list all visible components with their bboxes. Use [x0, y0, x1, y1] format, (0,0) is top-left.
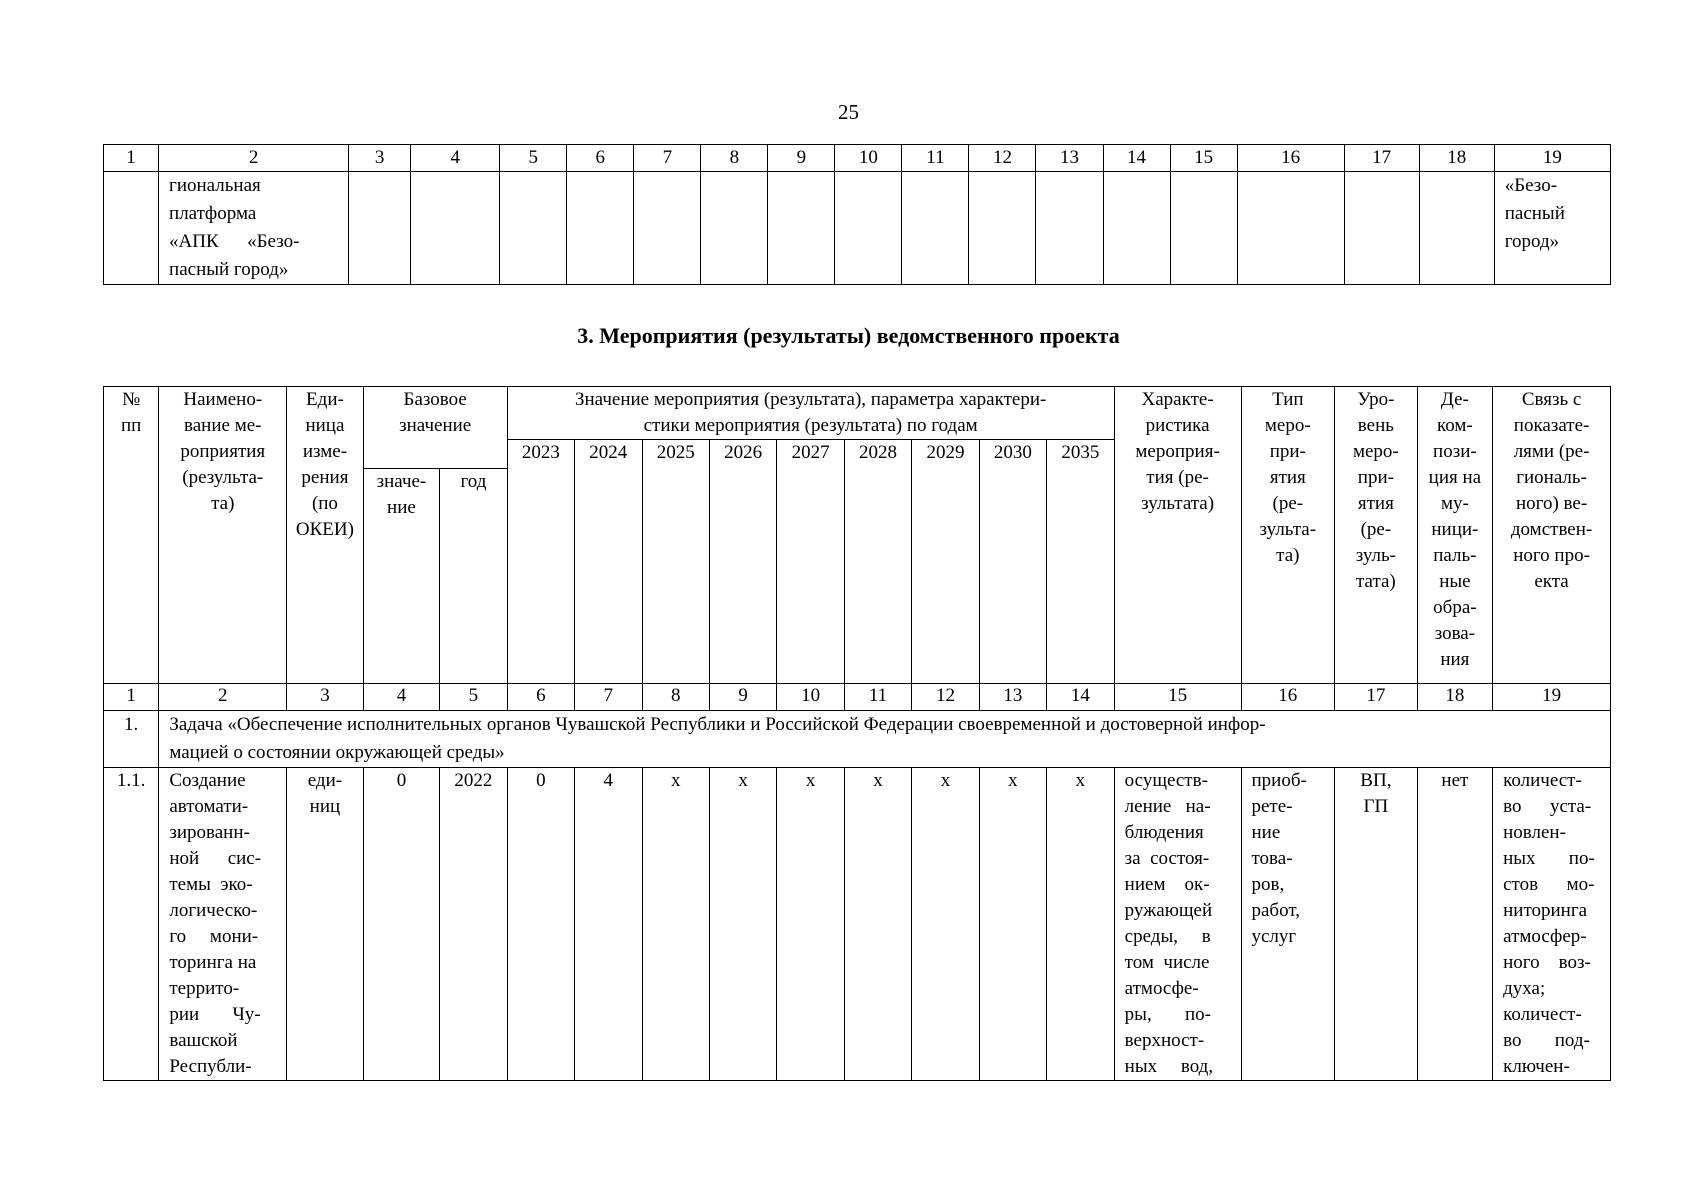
- section-title: 3. Мероприятия (результаты) ведомственного проекта: [577, 323, 1120, 348]
- header-type: Тип меро- при- ятия (ре- зульта- та): [1241, 387, 1335, 684]
- header-decomposition: Де- ком- пози- ция на му- ници- паль- ные обра- зова- ния: [1417, 387, 1492, 684]
- col-num: 6: [507, 684, 574, 711]
- year-header: 2029: [912, 440, 979, 684]
- header-num: № пп: [104, 387, 159, 684]
- row-num: 1.1.: [104, 768, 159, 1081]
- col-num: 14: [1103, 145, 1170, 172]
- col-num: 7: [634, 145, 701, 172]
- header-row: [104, 387, 1611, 440]
- year-value: 4: [575, 768, 642, 1081]
- col-num: 17: [1344, 145, 1419, 172]
- col-num: 4: [363, 684, 440, 711]
- measure-type: приоб- рете- ние това- ров, работ, услуг: [1241, 768, 1335, 1081]
- col-num: 12: [912, 684, 979, 711]
- col-num: 9: [768, 145, 835, 172]
- year-value: x: [844, 768, 911, 1081]
- col-num: 6: [567, 145, 634, 172]
- continuation-table: [103, 144, 1611, 285]
- col-num: 8: [701, 145, 768, 172]
- column-number-row: [104, 145, 1611, 172]
- column-number-row: [104, 684, 1611, 711]
- col-num: 10: [777, 684, 844, 711]
- col-num: 17: [1335, 684, 1418, 711]
- measure-link: количест- во уста- новлен- ных по- стов мо- ниторинга атмосфер- ного воз- духа; количест- во под- ключен-: [1493, 768, 1611, 1081]
- header-characteristic: Характе- ристика мероприя- тия (ре- зультата): [1114, 387, 1241, 684]
- header-values-group: Значение мероприятия (результата), параметра характери- стики мероприятия (результата) по годам: [507, 387, 1114, 440]
- col-num: 7: [575, 684, 642, 711]
- header-base-year: год: [440, 469, 507, 684]
- measure-name: Создание автомати- зированн- ной сис- темы эко- логическо- го мони- торинга на террито- рии Чу- вашской Республи-: [159, 768, 287, 1081]
- continuation-name-cell: гиональная платформа «АПК «Безо- пасный город»: [159, 172, 349, 285]
- measure-characteristic: осуществ- ление на- блюдения за состоя- нием ок- ружающей среды, в том числе атмосфе- ры, по- верхност- ных вод,: [1114, 768, 1241, 1081]
- year-value: x: [642, 768, 709, 1081]
- col-num: 5: [440, 684, 507, 711]
- col-num: 14: [1047, 684, 1115, 711]
- year-header: 2023: [507, 440, 574, 684]
- task-row: [104, 711, 1611, 768]
- table-row: [104, 768, 1611, 1081]
- page-number: 25: [838, 100, 859, 124]
- year-value: x: [979, 768, 1046, 1081]
- year-value: x: [912, 768, 979, 1081]
- col-num: 13: [979, 684, 1046, 711]
- col-num: 3: [349, 145, 411, 172]
- header-name: Наимено- вание ме- роприятия (результа- та): [159, 387, 287, 684]
- task-num: 1.: [104, 711, 159, 768]
- col-num: 10: [835, 145, 902, 172]
- year-header: 2028: [844, 440, 911, 684]
- measures-table: [103, 386, 1611, 1081]
- col-num: 3: [287, 684, 364, 711]
- col-num: 19: [1493, 684, 1611, 711]
- year-header: 2035: [1047, 440, 1115, 684]
- measure-unit: еди- ниц: [287, 768, 364, 1081]
- col-num: 5: [500, 145, 567, 172]
- base-value: 0: [363, 768, 440, 1081]
- header-base: Базовое значение: [363, 387, 507, 469]
- year-value: x: [1047, 768, 1115, 1081]
- year-header: 2026: [709, 440, 776, 684]
- col-num: 19: [1494, 145, 1610, 172]
- year-header: 2024: [575, 440, 642, 684]
- header-link: Связь с показате- лями (ре- гиональ- ного) ве- домствен- ного про- екта: [1493, 387, 1611, 684]
- year-value: x: [709, 768, 776, 1081]
- col-num: 16: [1237, 145, 1344, 172]
- col-num: 12: [969, 145, 1036, 172]
- col-num: 1: [104, 145, 159, 172]
- base-year: 2022: [440, 768, 507, 1081]
- header-base-value: значе- ние: [363, 469, 440, 684]
- year-value: x: [777, 768, 844, 1081]
- measure-decomposition: нет: [1417, 768, 1492, 1081]
- col-num: 8: [642, 684, 709, 711]
- col-num: 16: [1241, 684, 1335, 711]
- col-num: 18: [1417, 684, 1492, 711]
- col-num: 11: [844, 684, 911, 711]
- col-num: 11: [902, 145, 969, 172]
- col-num: 15: [1170, 145, 1237, 172]
- col-num: 15: [1114, 684, 1241, 711]
- year-value: 0: [507, 768, 574, 1081]
- col-num: 9: [709, 684, 776, 711]
- year-header: 2027: [777, 440, 844, 684]
- header-unit: Еди- ница изме- рения (по ОКЕИ): [287, 387, 364, 684]
- year-header: 2030: [979, 440, 1046, 684]
- task-text: Задача «Обеспечение исполнительных органов Чувашской Республики и Российской Федерации своевременной и достоверной инфор- мацией о состоянии окружающей среды»: [159, 711, 1611, 768]
- header-level: Уро- вень меро- при- ятия (ре- зуль- тата): [1335, 387, 1418, 684]
- col-num: 4: [411, 145, 500, 172]
- continuation-row: [104, 172, 1611, 285]
- col-num: 18: [1419, 145, 1494, 172]
- continuation-link-cell: «Безо- пасный город»: [1494, 172, 1610, 285]
- col-num: 13: [1036, 145, 1103, 172]
- year-header: 2025: [642, 440, 709, 684]
- col-num: 2: [159, 684, 287, 711]
- col-num: 1: [104, 684, 159, 711]
- measure-level: ВП, ГП: [1335, 768, 1418, 1081]
- col-num: 2: [159, 145, 349, 172]
